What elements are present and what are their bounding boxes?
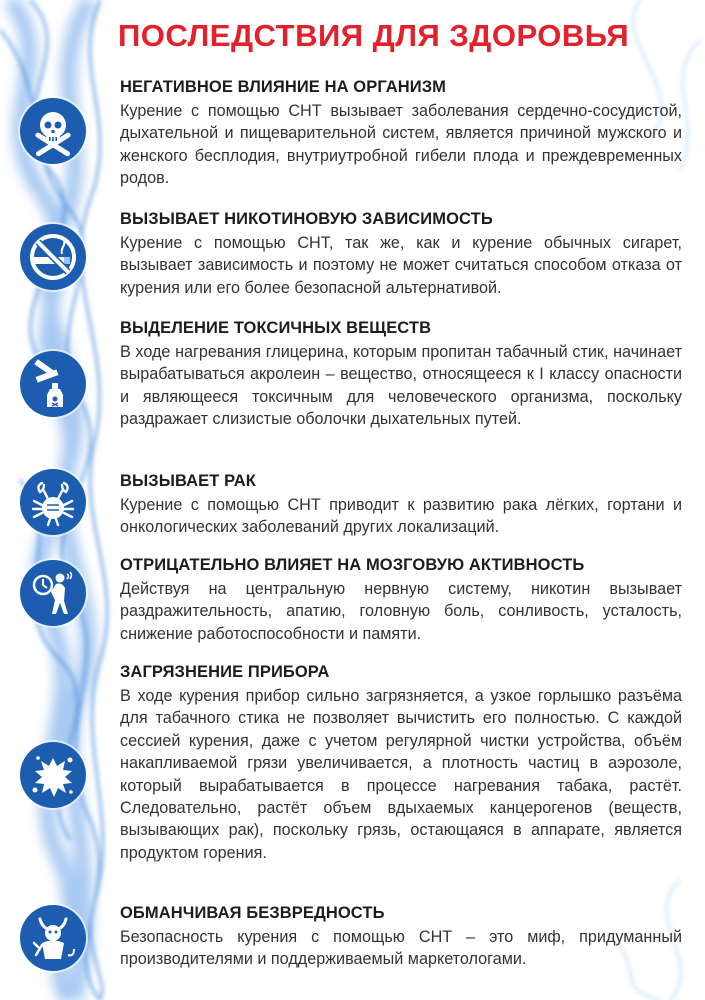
section-text: В ходе нагревания глицерина, которым пропитан табачный стик, начинает вырабатываться акролеин – вещество, относящееся к I классу опасности и являющееся токсичным для человеческого организма, поскольку раздражает слизистые оболочки дыхательных путей. bbox=[120, 343, 682, 429]
section-heading: ОТРИЦАТЕЛЬНО ВЛИЯЕТ НА МОЗГОВУЮ АКТИВНОСТЬ bbox=[120, 556, 585, 574]
skull-crossbones-icon bbox=[20, 98, 86, 164]
section-deceptive-harmlessness bbox=[120, 904, 682, 971]
section-heading: ВЫДЕЛЕНИЕ ТОКСИЧНЫХ ВЕЩЕСТВ bbox=[120, 319, 432, 337]
tired-person-clock-icon bbox=[20, 560, 86, 626]
devil-icon bbox=[20, 905, 86, 971]
section-heading: НЕГАТИВНОЕ ВЛИЯНИЕ НА ОРГАНИЗМ bbox=[120, 78, 447, 96]
dirt-splat-icon bbox=[20, 742, 86, 808]
section-heading: ВЫЗЫВАЕТ НИКОТИНОВУЮ ЗАВИСИМОСТЬ bbox=[120, 210, 493, 228]
section-text: В ходе курения прибор сильно загрязняется, а узкое горлышко разъёма для табачного стика не позволяет вычистить его полностью. С каждой сессией курения, даже с учетом регулярной чистки устройства, объём накапливаемой грязи увеличивается, а плотность частиц в аэрозоле, который вырабатывается в процессе нагревания табака, растёт. Следовательно, растёт объем вдыхаемых канцерогенов (веществ, вызывающих рак), поскольку грязь, остающаяся в аппарате, является продуктом горения. bbox=[120, 687, 682, 862]
section-text: Безопасность курения с помощью СНТ – это миф, придуманный производителями и поддерживаемый маркетологами. bbox=[120, 928, 682, 969]
section-device-contamination bbox=[120, 663, 682, 864]
cancer-crab-icon bbox=[20, 469, 86, 535]
section-heading: ОБМАНЧИВАЯ БЕЗВРЕДНОСТЬ bbox=[120, 904, 385, 922]
page-title: ПОСЛЕДСТВИЯ ДЛЯ ЗДОРОВЬЯ bbox=[118, 18, 630, 53]
section-text: Курение с помощью СНТ приводит к развитию рака лёгких, гортани и онкологических заболеваний других локализаций. bbox=[120, 496, 682, 537]
section-cancer bbox=[120, 472, 682, 539]
toxic-cigarette-bottle-icon bbox=[20, 351, 86, 417]
section-text: Курение с помощью СНТ вызывает заболевания сердечно-сосудистой, дыхательной и пищеварительной систем, является причиной мужского и женского бесплодия, внутриутробной гибели плода и преждевременных родов. bbox=[120, 102, 682, 188]
section-heading: ВЫЗЫВАЕТ РАК bbox=[120, 472, 256, 490]
section-toxic-substances bbox=[120, 319, 682, 431]
no-smoking-icon bbox=[20, 224, 86, 290]
section-text: Действуя на центральную нервную систему, никотин вызывает раздражительность, апатию, головную боль, сонливость, усталость, снижение работоспособности и памяти. bbox=[120, 580, 682, 643]
section-brain-activity bbox=[120, 556, 682, 645]
section-negative-impact bbox=[120, 78, 682, 190]
section-nicotine-addiction bbox=[120, 210, 682, 299]
section-heading: ЗАГРЯЗНЕНИЕ ПРИБОРА bbox=[120, 663, 330, 681]
section-text: Курение с помощью СНТ, так же, как и курение обычных сигарет, вызывает зависимость и поэтому не может считаться способом отказа от курения или его более безопасной альтернативой. bbox=[120, 234, 682, 297]
